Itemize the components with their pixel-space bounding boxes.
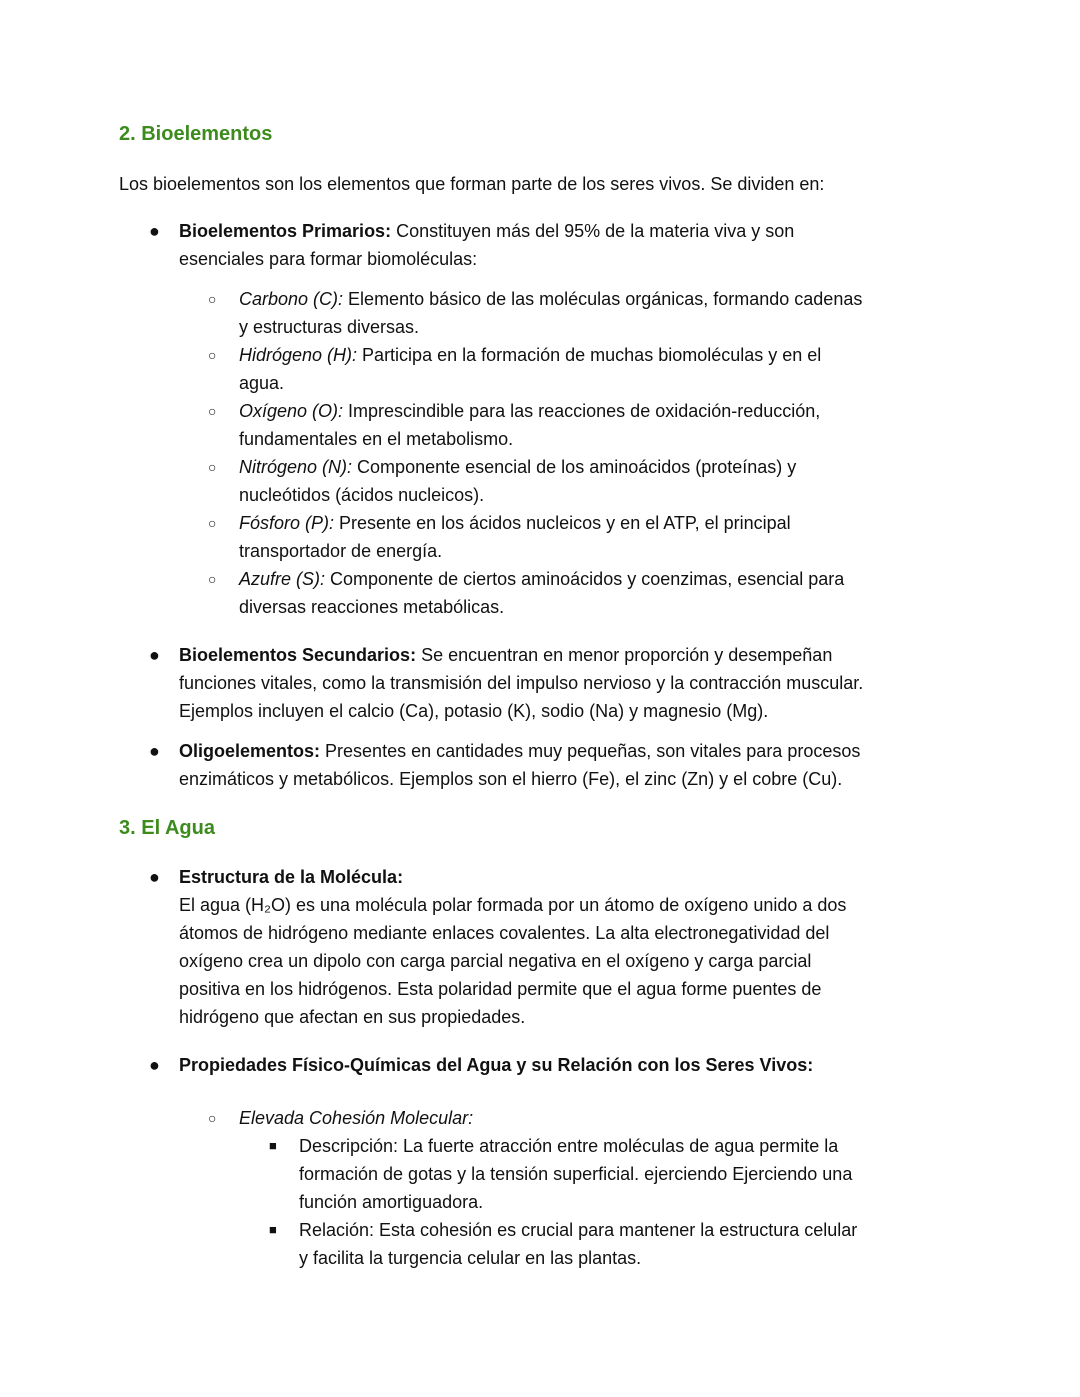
- bioelement-list: [119, 217, 869, 793]
- cohesion-title: Elevada Cohesión Molecular:: [239, 1108, 474, 1128]
- cohesion-sublist: [239, 1132, 869, 1272]
- list-item-relacion: [119, 1216, 869, 1272]
- disc-bullet-icon: ●: [149, 867, 160, 887]
- list-item-oxigeno: [119, 397, 869, 453]
- oligo-label: Oligoelementos:: [179, 741, 321, 761]
- primarios-sublist: [179, 285, 869, 621]
- fosforo-term: Fósforo (P):: [239, 513, 335, 533]
- estructura-text: El agua (H₂O) es una molécula polar formada por un átomo de oxígeno unido a dos átomos de hidrógeno mediante enlaces covalentes. La alta electronegatividad del oxígeno crea un dipolo con carga parcial negativa en el oxígeno y carga parcial positiva en los hidrógenos. Esta polaridad permite que el agua forme puentes de hidrógeno que afectan en sus propiedades.: [179, 895, 847, 1027]
- nitrogeno-term: Nitrógeno (N):: [239, 457, 353, 477]
- section-heading-agua: 3. El Agua: [119, 817, 215, 839]
- disc-bullet-icon: ●: [149, 645, 160, 665]
- secundarios-text: Se encuentran en menor proporción y desempeñan funciones vitales, como la transmisión del impulso nervioso y la contracción muscular. Ejemplos incluyen el calcio (Ca), potasio (K), sodio (Na) y magnesio (Mg).: [179, 645, 864, 721]
- estructura-label: Estructura de la Molécula:: [179, 867, 404, 887]
- intro-paragraph: Los bioelementos son los elementos que forman parte de los seres vivos. Se dividen en:: [119, 174, 825, 194]
- oxigeno-term: Oxígeno (O):: [239, 401, 344, 421]
- circle-bullet-icon: ○: [208, 459, 217, 475]
- circle-bullet-icon: ○: [208, 515, 217, 531]
- list-item-propiedades: [119, 1051, 869, 1272]
- hidrogeno-term: Hidrógeno (H):: [239, 345, 358, 365]
- circle-bullet-icon: ○: [208, 1110, 217, 1126]
- disc-bullet-icon: ●: [149, 221, 160, 241]
- circle-bullet-icon: ○: [208, 347, 217, 363]
- section-heading-bioelementos: 2. Bioelementos: [119, 123, 273, 145]
- descripcion-text: Descripción: La fuerte atracción entre moléculas de agua permite la formación de gotas y la tensión superficial. ejerciendo Ejerciendo una función amortiguadora.: [299, 1136, 853, 1212]
- list-item-carbono: [119, 285, 869, 341]
- disc-bullet-icon: ●: [149, 1055, 160, 1075]
- circle-bullet-icon: ○: [208, 571, 217, 587]
- primarios-text: Constituyen más del 95% de la materia viva y son esenciales para formar biomoléculas:: [179, 221, 795, 269]
- list-item-cohesion: [119, 1104, 869, 1272]
- nitrogeno-text: Componente esencial de los aminoácidos (proteínas) y nucleótidos (ácidos nucleicos).: [239, 457, 797, 505]
- list-item-hidrogeno: [119, 341, 869, 397]
- square-bullet-icon: ■: [269, 1138, 277, 1153]
- disc-bullet-icon: ●: [149, 741, 160, 761]
- circle-bullet-icon: ○: [208, 403, 217, 419]
- list-item-descripcion: [119, 1132, 869, 1216]
- list-item-oligoelementos: [119, 737, 869, 793]
- list-item-secundarios: [119, 641, 869, 725]
- relacion-text: Relación: Esta cohesión es crucial para mantener la estructura celular y facilita la turgencia celular en las plantas.: [299, 1220, 858, 1268]
- oligo-text: Presentes en cantidades muy pequeñas, son vitales para procesos enzimáticos y metabólicos. Ejemplos son el hierro (Fe), el zinc (Zn) y el cobre (Cu).: [179, 741, 861, 789]
- fosforo-text: Presente en los ácidos nucleicos y en el ATP, el principal transportador de energía.: [239, 513, 791, 561]
- primarios-label: Bioelementos Primarios:: [179, 221, 392, 241]
- list-item-azufre: [119, 565, 869, 621]
- azufre-text: Componente de ciertos aminoácidos y coenzimas, esencial para diversas reacciones metabólicas.: [239, 569, 845, 617]
- propiedades-label: Propiedades Físico-Químicas del Agua y su Relación con los Seres Vivos:: [179, 1055, 814, 1075]
- list-item-primarios: [119, 217, 869, 621]
- list-item-nitrogeno: [119, 453, 869, 509]
- circle-bullet-icon: ○: [208, 291, 217, 307]
- carbono-term: Carbono (C):: [239, 289, 344, 309]
- list-item-estructura: [119, 863, 869, 1031]
- azufre-term: Azufre (S):: [239, 569, 326, 589]
- list-item-fosforo: [119, 509, 869, 565]
- document-content: [119, 120, 869, 1272]
- secundarios-label: Bioelementos Secundarios:: [179, 645, 417, 665]
- square-bullet-icon: ■: [269, 1222, 277, 1237]
- oxigeno-text: Imprescindible para las reacciones de oxidación-reducción, fundamentales en el metabolismo.: [239, 401, 821, 449]
- carbono-text: Elemento básico de las moléculas orgánicas, formando cadenas y estructuras diversas.: [239, 289, 863, 337]
- propiedades-sublist: [179, 1104, 869, 1272]
- agua-list: [119, 863, 869, 1272]
- hidrogeno-text: Participa en la formación de muchas biomoléculas y en el agua.: [239, 345, 822, 393]
